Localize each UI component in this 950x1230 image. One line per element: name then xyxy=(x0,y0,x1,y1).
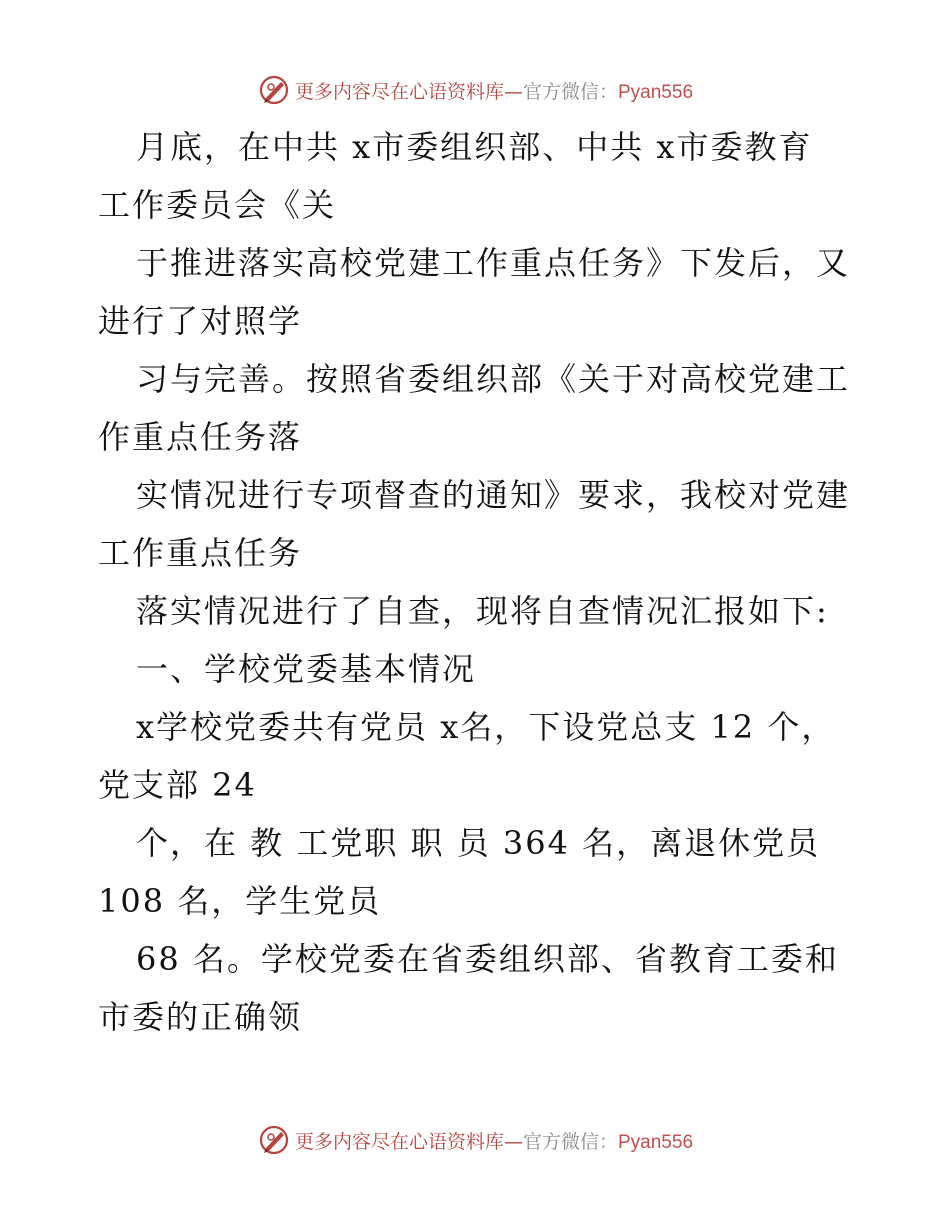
footer-banner xyxy=(0,1120,950,1160)
text-line: 落实情况进行了自查，现将自查情况汇报如下: xyxy=(136,592,829,630)
text-line: 进行了对照学 xyxy=(98,302,303,340)
text-line: 工作委员会《关 xyxy=(98,186,337,224)
document-body xyxy=(98,118,858,1046)
text-line: 作重点任务落 xyxy=(98,418,303,456)
banner-wechat-handle: Pyan556 xyxy=(618,1131,694,1153)
text-line: 工作重点任务 xyxy=(98,534,303,572)
section-heading: 一、学校党委基本情况 xyxy=(136,650,477,688)
banner-wechat-label: 官方微信： xyxy=(522,1130,618,1153)
banner-text xyxy=(295,1127,693,1154)
header-banner xyxy=(0,70,950,110)
banner-wechat-handle: Pyan556 xyxy=(618,81,694,103)
text-line: 实情况进行专项督查的通知》要求，我校对党建 xyxy=(136,476,851,514)
banner-site-name: 更多内容尽在心语资料库 xyxy=(294,80,504,103)
text-line: 68 名。学校党委在省委组织部、省教育工委和 xyxy=(136,940,839,978)
banner-site-name: 更多内容尽在心语资料库 xyxy=(294,1130,504,1153)
pen-logo-icon xyxy=(257,1123,291,1157)
banner-text xyxy=(295,77,693,104)
text-line: 月底，在中共 x市委组织部、中共 x市委教育 xyxy=(136,128,813,166)
text-line: 于推进落实高校党建工作重点任务》下发后，又 xyxy=(136,244,851,282)
text-line: 108 名，学生党员 xyxy=(98,882,382,920)
banner-dash: — xyxy=(503,80,523,103)
banner-dash: — xyxy=(503,1130,523,1153)
text-line: 个，在 教 工党职 职 员 364 名，离退休党员 xyxy=(136,824,821,862)
text-line: 党支部 24 xyxy=(98,766,257,804)
text-line: x学校党委共有党员 x名，下设党总支 12 个， xyxy=(136,708,836,746)
text-line: 市委的正确领 xyxy=(98,998,303,1036)
text-line: 习与完善。按照省委组织部《关于对高校党建工 xyxy=(136,360,851,398)
banner-wechat-label: 官方微信： xyxy=(522,80,618,103)
pen-logo-icon xyxy=(257,73,291,107)
